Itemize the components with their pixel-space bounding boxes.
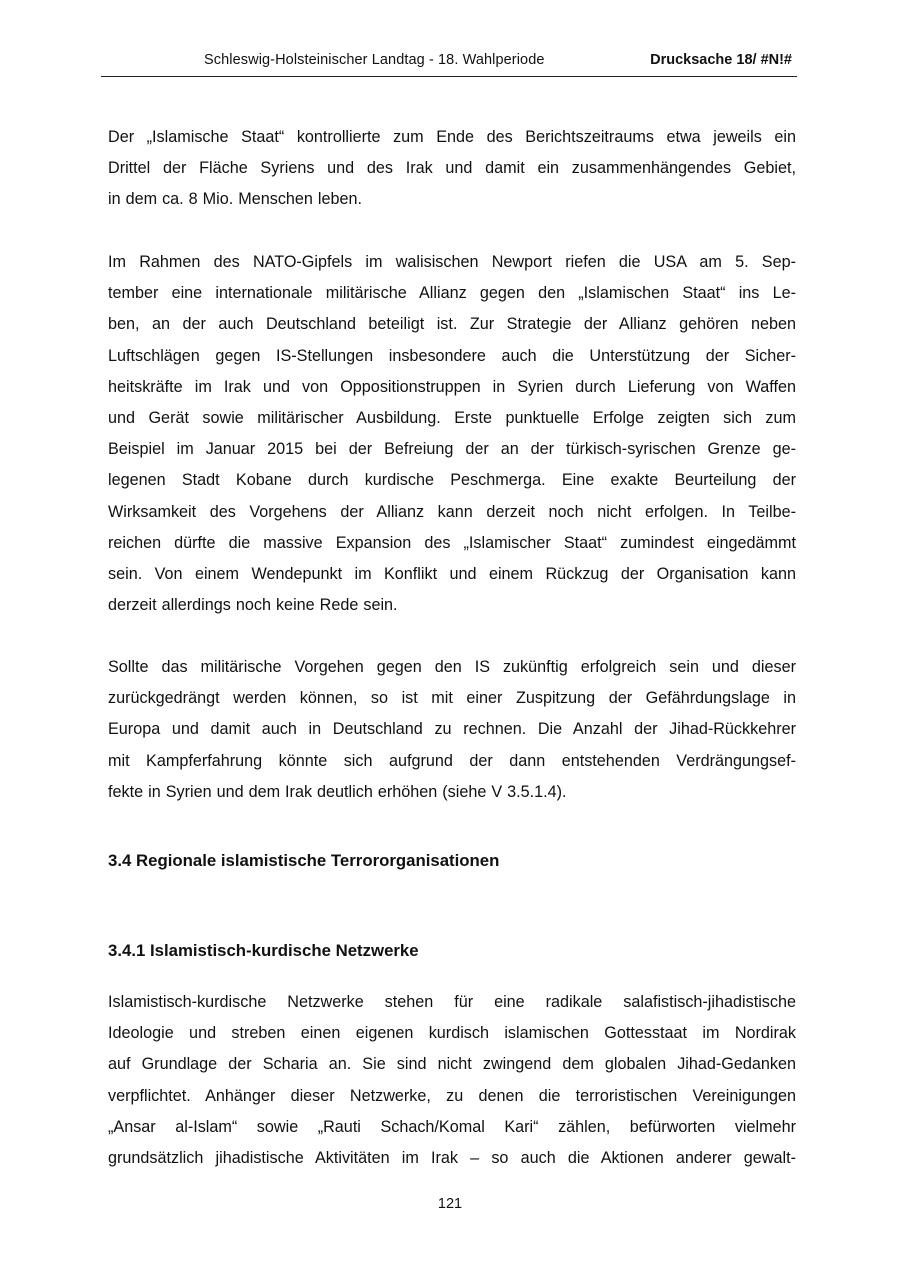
text-line: „Ansar al-Islam“ sowie „Rauti Schach/Komal Kari“ zählen, befürworten vielmehr xyxy=(108,1117,796,1136)
text-line: tember eine internationale militärische Allianz gegen den „Islamischen Staat“ ins Le- xyxy=(108,284,796,303)
text-line: und Gerät sowie militärischer Ausbildung. Erste punktuelle Erfolge zeigten sich zum xyxy=(108,408,796,427)
text-line: Luftschlägen gegen IS-Stellungen insbesondere auch die Unterstützung der Sicher- xyxy=(108,346,796,365)
text-line: Sollte das militärische Vorgehen gegen den IS zukünftig erfolgreich sein und dieser xyxy=(108,658,796,676)
text-line: grundsätzlich jihadistische Aktivitäten im Irak – so auch die Aktionen anderer gewalt- xyxy=(108,1148,796,1167)
subsection-heading: 3.4.1 Islamistisch-kurdische Netzwerke xyxy=(108,941,419,960)
text-line: legenen Stadt Kobane durch kurdische Peschmerga. Eine exakte Beurteilung der xyxy=(108,471,796,490)
text-line: verpflichtet. Anhänger dieser Netzwerke, zu denen die terroristischen Vereinigungen xyxy=(108,1086,796,1105)
text-line: Wirksamkeit des Vorgehens der Allianz kann derzeit noch nicht erfolgen. In Teilbe- xyxy=(108,502,796,521)
section-heading: 3.4 Regionale islamistische Terrororganisationen xyxy=(108,851,500,870)
paragraph-1 xyxy=(108,122,796,216)
text-line: Beispiel im Januar 2015 bei der Befreiung der an der türkisch-syrischen Grenze ge- xyxy=(108,440,796,459)
text-line: ben, an der auch Deutschland beteiligt ist. Zur Strategie der Allianz gehören neben xyxy=(108,315,796,334)
paragraph-2 xyxy=(108,247,796,621)
text-line: Im Rahmen des NATO-Gipfels im walisischen Newport riefen die USA am 5. Sep- xyxy=(108,253,796,271)
text-line: Islamistisch-kurdische Netzwerke stehen für eine radikale salafistisch-jihadistische xyxy=(108,993,796,1011)
text-line: derzeit allerdings noch keine Rede sein. xyxy=(108,596,398,615)
text-line: Ideologie und streben einen eigenen kurdisch islamischen Gottesstaat im Nordirak xyxy=(108,1024,796,1043)
text-line: heitskräfte im Irak und von Oppositionstruppen in Syrien durch Lieferung von Waffen xyxy=(108,377,796,396)
page-number: 121 xyxy=(437,1196,463,1212)
text-line: Drittel der Fläche Syriens und des Irak und damit ein zusammenhängendes Gebiet, xyxy=(108,159,796,178)
header-doc-number: Drucksache 18/ #N!# xyxy=(650,52,792,68)
text-line: mit Kampferfahrung könnte sich aufgrund der dann entstehenden Verdrängungsef- xyxy=(108,751,796,770)
text-line: reichen dürfte die massive Expansion des „Islamischer Staat“ zumindest eingedämmt xyxy=(108,533,796,552)
text-line: zurückgedrängt werden können, so ist mit einer Zuspitzung der Gefährdungslage in xyxy=(108,689,796,708)
text-line: fekte in Syrien und dem Irak deutlich erhöhen (siehe V 3.5.1.4). xyxy=(108,782,567,801)
text-line: in dem ca. 8 Mio. Menschen leben. xyxy=(108,190,363,209)
paragraph-3 xyxy=(108,652,796,808)
text-line: auf Grundlage der Scharia an. Sie sind nicht zwingend dem globalen Jihad-Gedanken xyxy=(108,1055,796,1074)
paragraph-4 xyxy=(108,987,796,1174)
header-title: Schleswig-Holsteinischer Landtag - 18. Wahlperiode xyxy=(204,52,545,68)
text-line: Europa und damit auch in Deutschland zu rechnen. Die Anzahl der Jihad-Rückkehrer xyxy=(108,720,796,739)
page-header xyxy=(101,50,797,77)
text-line: sein. Von einem Wendepunkt im Konflikt und einem Rückzug der Organisation kann xyxy=(108,564,796,583)
text-line: Der „Islamische Staat“ kontrollierte zum Ende des Berichtszeitraums etwa jeweils ein xyxy=(108,128,796,146)
